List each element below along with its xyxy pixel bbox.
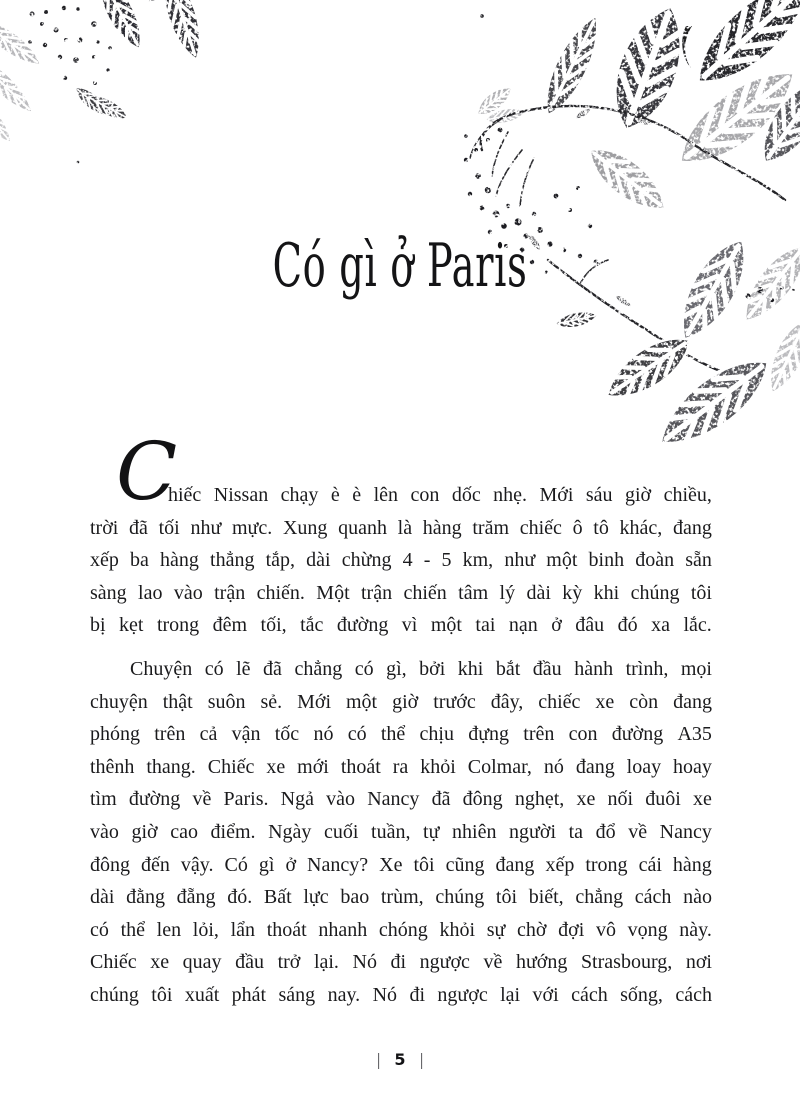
crescent xyxy=(682,26,692,68)
text-line: xếp ba hàng thẳng tắp, dài chừng 4 - 5 km, như một binh đoàn sẵn xyxy=(90,549,712,572)
text-line: có thể len lỏi, lẩn thoát nhanh chóng khỏi sự chờ đợi vô vọng này. xyxy=(90,918,712,941)
folio-bar-left: | xyxy=(376,1049,381,1069)
scattered-dots xyxy=(28,6,112,164)
text-line: trời đã tối như mực. Xung quanh là hàng trăm chiếc ô tô khác, đang xyxy=(90,516,712,539)
text-line: chuyện thật suôn sẻ. Mới một giờ trước đây, chiếc xe còn đang xyxy=(90,690,712,713)
edge-leaves-light xyxy=(0,14,46,147)
chapter-text xyxy=(90,479,712,1012)
paragraph-1 xyxy=(90,479,712,642)
folio-bar-right: | xyxy=(419,1049,424,1069)
text-line: sàng lao vào trận chiến. Một trận chiến tâm lý dài kỳ khi chúng tôi xyxy=(90,581,712,604)
text-line: hiếc Nissan chạy è è lên con dốc nhẹ. Mới sáu giờ chiều, xyxy=(168,484,712,506)
page-number: 5 xyxy=(394,1049,406,1069)
page-footer xyxy=(0,1046,800,1072)
text-line: Chuyện có lẽ đã chẳng có gì, bởi khi bắt đầu hành trình, mọi xyxy=(130,657,712,680)
text-line: đông đến vậy. Có gì ở Nancy? Xe tôi cũng đang xếp trong cái hàng xyxy=(90,853,712,876)
chapter-title-text: Có gì ở Paris xyxy=(272,231,528,301)
text-line: Chiếc xe quay đầu trở lại. Nó đi ngược về hướng Strasbourg, nơi xyxy=(90,951,712,974)
double-leaf xyxy=(71,83,131,125)
chapter-title xyxy=(0,228,800,304)
leaf-decoration-top-left xyxy=(0,0,240,200)
drop-cap: C xyxy=(116,425,178,518)
text-line: dài đằng đẵng đó. Bất lực bao trùm, chúng tôi biết, chẳng cách nào xyxy=(90,886,712,909)
text-line: chúng tôi xuất phát sáng nay. Nó đi ngược lại với cách sống, cách xyxy=(90,983,712,1006)
text-line: tìm đường về Paris. Ngả vào Nancy đã đông nghẹt, xe nối đuôi xe xyxy=(90,788,712,811)
edge-leaves-dark xyxy=(91,0,210,64)
mid-gray-leaf xyxy=(579,136,675,222)
upper-leaf-fan xyxy=(534,0,800,182)
paragraph-2 xyxy=(90,653,712,1012)
text-line: bị kẹt trong đêm tối, tắc đường vì một tai nạn ở đâu đó xa lắc. xyxy=(90,614,712,637)
text-line: thênh thang. Chiếc xe mới thoát ra khỏi Colmar, nó đang loay hoay xyxy=(90,755,712,778)
text-line: phóng trên cả vận tốc nó có thể chịu đựng trên con đường A35 xyxy=(90,723,712,746)
text-line: vào giờ cao điểm. Ngày cuối tuần, tự nhiên người ta đổ về Nancy xyxy=(90,820,712,843)
